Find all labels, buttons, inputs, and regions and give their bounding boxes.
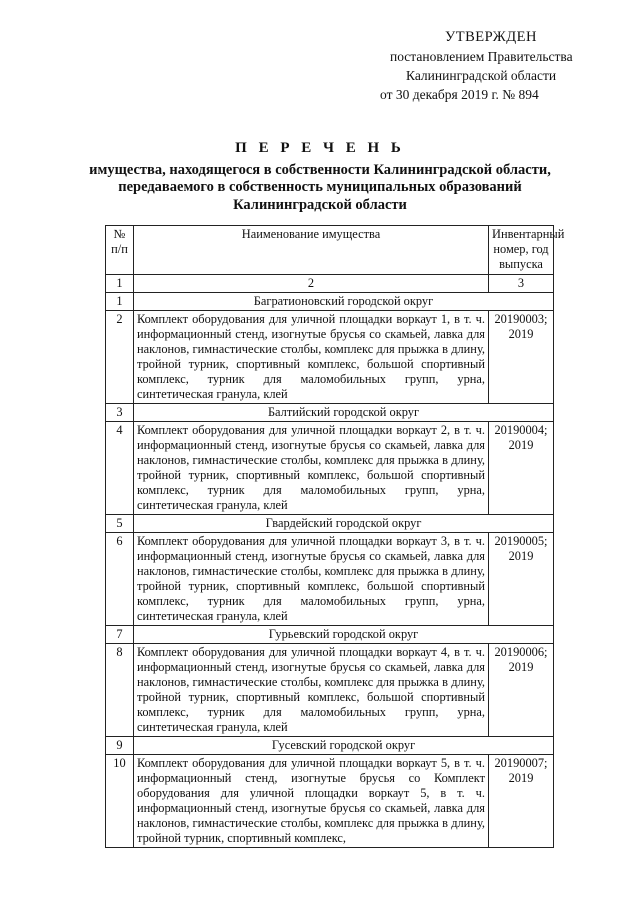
region-name: Гвардейский городской округ — [134, 515, 554, 533]
inventory-number: 20190005; 2019 — [489, 533, 554, 626]
approval-date-line: от 30 декабря 2019 г. № 894 — [380, 87, 539, 102]
approval-line-2: Калининградской области — [406, 68, 557, 83]
table-row-item — [106, 311, 554, 404]
row-number: 9 — [106, 737, 134, 755]
title-line-3: Калининградской области — [233, 196, 407, 213]
property-table — [105, 225, 565, 848]
row-number: 2 — [106, 311, 134, 404]
title-line-1: имущества, находящегося в собственности Калининградской области, — [89, 161, 551, 178]
property-name: Комплект оборудования для уличной площадки воркаут 3, в т. ч. информационный стенд, изогнутые брусья со скамьей, лавка для наклонов, гимнастические столбы, комплекс для прыжка в длину, тройной турник, спортивный комплекс, большой спортивный комплекс, турник для маломобильных групп, урна, синтетическая гранула, клей — [134, 533, 489, 626]
table-row-region — [106, 515, 554, 533]
row-number: 10 — [106, 755, 134, 848]
table-row-region — [106, 293, 554, 311]
row-number: 4 — [106, 422, 134, 515]
table-header-row — [106, 226, 554, 275]
table-row-item — [106, 644, 554, 737]
column-number-1: 1 — [106, 275, 134, 293]
region-name: Гурьевский городской округ — [134, 626, 554, 644]
table-row-item — [106, 422, 554, 515]
document-title — [60, 140, 580, 214]
property-name: Комплект оборудования для уличной площадки воркаут 5, в т. ч. информационный стенд, изогнутые брусья со Комплект оборудования для уличной площадки воркаут 5, в т. ч. информационный стенд, изогнутые брусья со скамьей, лавка для наклонов, гимнастические столбы, комплекс для прыжка в длину, тройной турник, спортивный комплекс, — [134, 755, 489, 848]
row-number: 1 — [106, 293, 134, 311]
column-number-2: 2 — [134, 275, 489, 293]
approval-block — [380, 28, 610, 104]
row-number: 3 — [106, 404, 134, 422]
title-main: П Е Р Е Ч Е Н Ь — [235, 140, 405, 156]
title-line-2: передаваемого в собственность муниципальных образований — [118, 179, 522, 195]
row-number: 7 — [106, 626, 134, 644]
table-row-region — [106, 404, 554, 422]
header-inventory: Инвентарный номер, год выпуска — [489, 226, 554, 275]
inventory-number: 20190004; 2019 — [489, 422, 554, 515]
property-name: Комплект оборудования для уличной площадки воркаут 4, в т. ч. информационный стенд, изогнутые брусья со скамьей, лавка для наклонов, гимнастические столбы, комплекс для прыжка в длину, тройной турник, спортивный комплекс, большой спортивный комплекс, турник для маломобильных групп, урна, синтетическая гранула, клей — [134, 644, 489, 737]
header-number: № п/п — [106, 226, 134, 275]
header-name: Наименование имущества — [134, 226, 489, 275]
property-name: Комплект оборудования для уличной площадки воркаут 1, в т. ч. информационный стенд, изогнутые брусья со скамьей, лавка для наклонов, гимнастические столбы, комплекс для прыжка в длину, тройной турник, спортивный комплекс, большой спортивный комплекс, турник для маломобильных групп, урна, синтетическая гранула, клей — [134, 311, 489, 404]
approval-heading: УТВЕРЖДЕН — [445, 29, 537, 45]
region-name: Гусевский городской округ — [134, 737, 554, 755]
table-row-region — [106, 737, 554, 755]
table-row-item — [106, 755, 554, 848]
row-number: 5 — [106, 515, 134, 533]
property-name: Комплект оборудования для уличной площадки воркаут 2, в т. ч. информационный стенд, изогнутые брусья со скамьей, лавка для наклонов, гимнастические столбы, комплекс для прыжка в длину, тройной турник, спортивный комплекс, большой спортивный комплекс, турник для маломобильных групп, урна, синтетическая гранула, клей — [134, 422, 489, 515]
row-number: 6 — [106, 533, 134, 626]
region-name: Багратионовский городской округ — [134, 293, 554, 311]
table-row-item — [106, 533, 554, 626]
table-column-numbers-row — [106, 275, 554, 293]
inventory-number: 20190007; 2019 — [489, 755, 554, 848]
inventory-number: 20190003; 2019 — [489, 311, 554, 404]
approval-line-1: постановлением Правительства — [390, 49, 573, 64]
region-name: Балтийский городской округ — [134, 404, 554, 422]
inventory-number: 20190006; 2019 — [489, 644, 554, 737]
row-number: 8 — [106, 644, 134, 737]
column-number-3: 3 — [489, 275, 554, 293]
table-row-region — [106, 626, 554, 644]
